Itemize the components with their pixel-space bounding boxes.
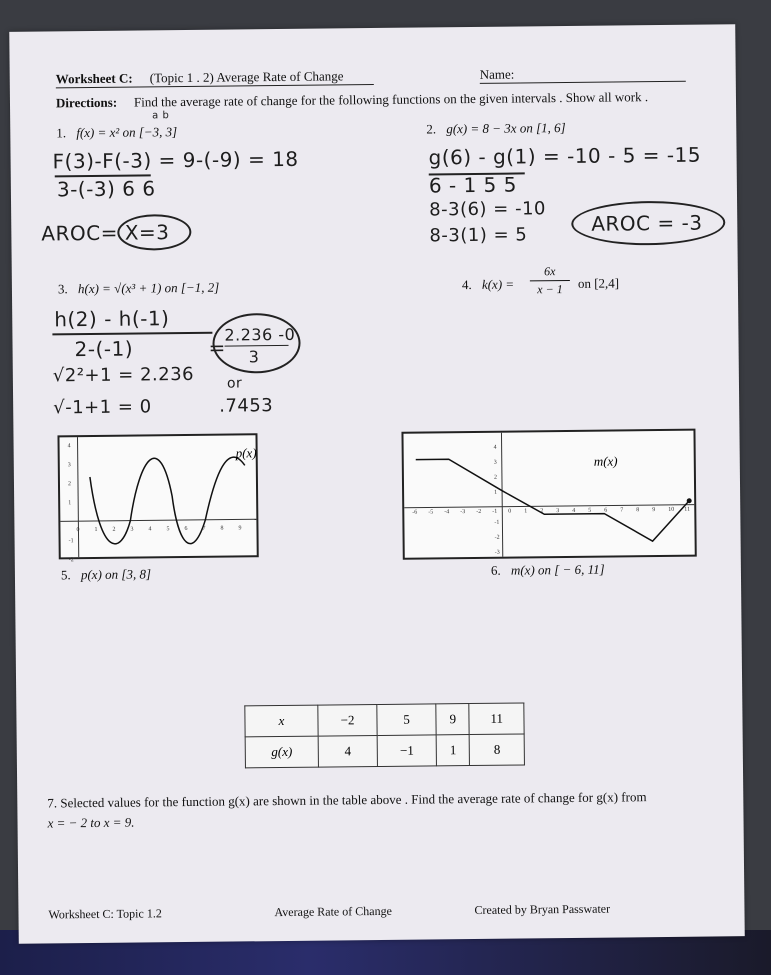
graph-m-x-tick-label: 11 bbox=[684, 506, 691, 513]
graph-m-x-tick-label: 8 bbox=[636, 507, 640, 514]
graph-m-y-tick-label: -1 bbox=[494, 519, 500, 526]
footer-middle: Average Rate of Change bbox=[274, 903, 392, 920]
graph-m-y-axis bbox=[501, 433, 502, 557]
problem-3-number: 3. bbox=[57, 281, 68, 297]
graph-p-x-tick-label: 3 bbox=[130, 526, 134, 533]
graph-m-x-tick-label: -4 bbox=[444, 509, 450, 516]
hw-p2-line4: 8-3(1) = 5 bbox=[429, 224, 528, 247]
footer-right: Created by Bryan Passwater bbox=[474, 901, 611, 918]
graph-p-label: p(x) bbox=[235, 445, 257, 461]
graph-p-x-tick-label: 7 bbox=[202, 525, 206, 532]
graph-p-y-axis bbox=[77, 437, 78, 557]
graph-p-x-tick-label: 1 bbox=[94, 526, 98, 533]
graph-m-svg bbox=[403, 431, 694, 558]
problem-6-number: 6. bbox=[490, 562, 501, 578]
graph-p-y-tick-label: 3 bbox=[67, 462, 71, 469]
table-cell: 9 bbox=[436, 704, 470, 735]
table-header-x: x bbox=[245, 705, 318, 737]
graph-p bbox=[57, 433, 258, 564]
table-row bbox=[245, 734, 524, 768]
table-cell: −2 bbox=[318, 705, 377, 737]
problem-7-line2: x = − 2 to x = 9. bbox=[47, 814, 135, 831]
graph-m-x-tick-label: -1 bbox=[492, 508, 498, 515]
graph-m-x-tick-label: 7 bbox=[620, 507, 624, 514]
hw-p3-frac-top: 2.236 -0 bbox=[224, 324, 296, 345]
graph-p-y-tick-label: -2 bbox=[68, 557, 74, 564]
hw-p2-answer: AROC = -3 bbox=[591, 210, 703, 236]
graph-p-x-tick-label: 6 bbox=[184, 525, 188, 533]
graph-m-x-tick-label: 1 bbox=[524, 508, 528, 515]
graph-m-x-tick-label: -6 bbox=[412, 509, 418, 516]
hw-p1-answer: AROC= X=3 bbox=[41, 220, 170, 246]
graph-p-x-axis bbox=[60, 519, 256, 521]
footer-left: Worksheet C: Topic 1.2 bbox=[48, 906, 162, 922]
graph-m bbox=[401, 429, 696, 560]
graph-m-y-tick-label: -3 bbox=[494, 549, 500, 556]
graph-p-x-tick-label: 0 bbox=[76, 527, 80, 534]
hw-p2-line3: 8-3(6) = -10 bbox=[429, 198, 547, 221]
graph-m-x-tick-label: 0 bbox=[508, 508, 512, 515]
hw-p2-line1: g(6) - g(1) = -10 - 5 = -15 bbox=[428, 142, 702, 170]
hw-p2-answer-circle bbox=[571, 200, 725, 246]
table-cell: 11 bbox=[469, 703, 524, 735]
graph-m-y-tick-label: 4 bbox=[493, 444, 497, 451]
graph-m-label: m(x) bbox=[593, 453, 618, 469]
graph-p-y-tick-label: 2 bbox=[67, 481, 72, 488]
table-cell: 4 bbox=[318, 736, 377, 768]
worksheet-page bbox=[9, 24, 745, 944]
problem-1-annotation: a b bbox=[152, 110, 170, 122]
graph-m-x-tick-label: 6 bbox=[604, 507, 608, 514]
graph-m-x-tick-label: -3 bbox=[460, 509, 466, 516]
table-header-gx: g(x) bbox=[245, 736, 318, 768]
directions-text: Find the average rate of change for the following functions on the given intervals . Show all work . bbox=[133, 89, 649, 110]
problem-7-line1: 7. Selected values for the function g(x) are shown in the table above . Find the average rate of change for g(x) from bbox=[47, 789, 647, 811]
problem-1-text: f(x) = x² on [−3, 3] bbox=[76, 124, 178, 141]
graph-m-y-tick-label: 3 bbox=[493, 459, 497, 466]
problem-4-right: on [2,4] bbox=[577, 275, 620, 291]
table-cell: 1 bbox=[436, 735, 470, 766]
problem-4-number: 4. bbox=[461, 276, 472, 293]
worksheet-title: Worksheet C: bbox=[55, 70, 133, 87]
graph-p-y-tick-label: 4 bbox=[67, 443, 71, 450]
hw-p3-circle bbox=[212, 313, 301, 374]
hw-p3-result: .7453 bbox=[219, 395, 274, 417]
problem-2-number: 2. bbox=[426, 121, 437, 137]
problem-4-frac-den: x − 1 bbox=[537, 282, 563, 297]
hw-p3-or: or bbox=[226, 375, 243, 392]
hw-p3-line1: h(2) - h(-1) bbox=[54, 306, 170, 332]
graph-m-x-tick-label: 10 bbox=[668, 506, 675, 513]
problem-6-text: m(x) on [ − 6, 11] bbox=[510, 561, 605, 578]
problem-3-text: h(x) = √(x³ + 1) on [−1, 2] bbox=[77, 279, 220, 297]
worksheet-topic: (Topic 1 . 2) Average Rate of Change bbox=[149, 68, 344, 86]
problem-5-text: p(x) on [3, 8] bbox=[80, 566, 152, 583]
graph-p-x-tick-label: 5 bbox=[166, 526, 170, 533]
values-table bbox=[244, 702, 525, 768]
problem-4-left: k(x) = bbox=[481, 276, 515, 292]
graph-m-x-tick-label: 2 bbox=[540, 508, 544, 515]
problem-1-number: 1. bbox=[56, 125, 67, 141]
graph-p-y-tick-label: 1 bbox=[68, 500, 72, 507]
hw-p3-line4: √-1+1 = 0 bbox=[53, 396, 152, 419]
hw-p1-answer-circle bbox=[117, 214, 191, 251]
graph-p-x-tick-label: 8 bbox=[220, 525, 224, 532]
graph-m-x-axis bbox=[404, 505, 694, 508]
hw-p3-line3: √2²+1 = 2.236 bbox=[52, 363, 195, 387]
hw-p3-fraction-bar bbox=[52, 332, 212, 336]
table-cell: −1 bbox=[377, 735, 436, 767]
graph-m-y-tick-label: 1 bbox=[494, 489, 498, 496]
hw-p3-frac-bot: 3 bbox=[248, 347, 260, 367]
hw-p1-line2: 3-(-3) 6 6 bbox=[56, 176, 156, 202]
graph-m-x-tick-label: -2 bbox=[476, 508, 482, 515]
graph-p-y-tick-label: -1 bbox=[68, 538, 74, 545]
hw-p3-equals: = bbox=[208, 335, 226, 360]
hw-p1-line1: F(3)-F(-3) = 9-(-9) = 18 bbox=[52, 146, 299, 174]
table-cell: 5 bbox=[377, 704, 436, 736]
hw-p2-line2: 6 - 1 5 5 bbox=[428, 172, 518, 198]
graph-p-svg bbox=[59, 435, 257, 564]
graph-m-x-tick-label: 4 bbox=[572, 507, 576, 514]
graph-p-x-tick-label: 2 bbox=[112, 526, 116, 533]
graph-m-x-tick-label: 3 bbox=[556, 508, 560, 515]
graph-m-x-tick-label: -5 bbox=[428, 509, 434, 516]
graph-m-x-tick-label: 9 bbox=[652, 507, 656, 514]
directions-label: Directions: bbox=[55, 94, 118, 111]
problem-4-frac-num: 6x bbox=[544, 264, 556, 279]
table-cell: 8 bbox=[470, 734, 525, 766]
graph-m-y-tick-label: -2 bbox=[494, 534, 500, 541]
graph-m-curve bbox=[416, 457, 690, 544]
hw-p3-line2: 2-(-1) bbox=[74, 336, 134, 362]
graph-p-x-tick-label: 4 bbox=[148, 526, 152, 533]
problem-2-text: g(x) = 8 − 3x on [1, 6] bbox=[446, 120, 566, 137]
graph-m-x-tick-label: 5 bbox=[588, 507, 592, 514]
problem-5-number: 5. bbox=[60, 567, 71, 583]
name-label: Name: bbox=[479, 66, 515, 82]
graph-m-y-tick-label: 2 bbox=[493, 474, 497, 481]
graph-p-x-tick-label: 9 bbox=[238, 525, 242, 532]
table-row bbox=[245, 703, 524, 737]
